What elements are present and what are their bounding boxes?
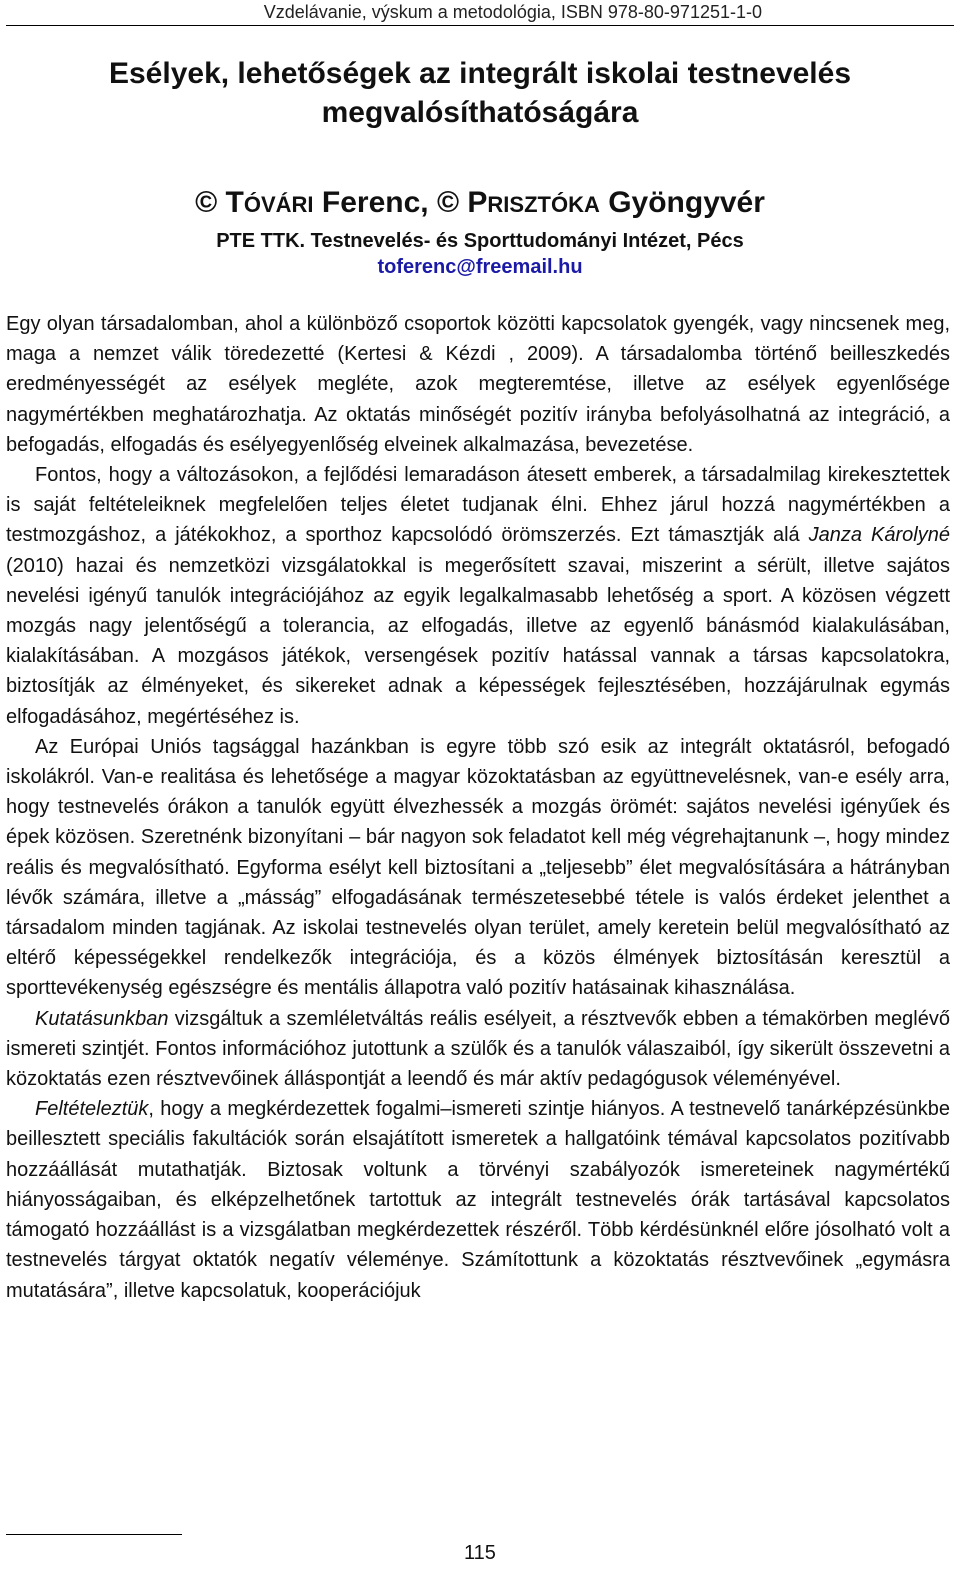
author-2-surname-initial: P xyxy=(467,186,488,219)
cited-author: Janza Károlyné xyxy=(808,524,950,547)
paragraph-4-lead: Kutatásunkban xyxy=(35,1007,169,1030)
author-2 xyxy=(467,186,765,219)
paragraph-5-lead: Feltételeztük xyxy=(35,1098,149,1121)
running-header: Vzdelávanie, výskum a metodológia, ISBN 978-80-971251-1-0 xyxy=(263,2,762,22)
paragraph-4-text: vizsgáltuk a szemléletváltás reális esélyeit, a résztvevők ebben a témakörben meglévő ismereti szintjét. Fontos információhoz jutottunk a szülők és a tanulók válaszaiból, így sikerült összevetni a közoktatás ezen résztvevőinek álláspontját a leendő és már aktív pedagógusok véleményével. xyxy=(6,1007,950,1091)
author-2-given: Gyöngyvér xyxy=(599,186,765,219)
page-number: 115 xyxy=(464,1542,496,1564)
author-1-surname-rest: ÓVÁRI xyxy=(243,192,314,217)
affiliation: PTE TTK. Testnevelés- és Sporttudományi Intézet, Pécs xyxy=(216,230,744,252)
author-list xyxy=(0,185,960,223)
author-1 xyxy=(226,186,437,219)
paragraph-5 xyxy=(6,1094,950,1305)
paragraph-1: Egy olyan társadalomban, ahol a különböző csoportok közötti kapcsolatok gyengék, vagy nincsenek meg, maga a nemzet válik töredezetté (Kertesi & Kézdi , 2009). A társadalomba történő beilleszkedés eredményességét az esélyek megléte, azok megteremtése, illetve az esélyek egyenlősége nagymértékben meghatározhatja. Az oktatás minőségét pozitív irányba befolyásolhatná az integráció, a befogadás, elfogadás és esélyegyenlőség elveinek alkalmazása, bevezetése. xyxy=(6,313,950,456)
email-link[interactable]: toferenc@freemail.hu xyxy=(377,256,583,278)
title-line-1: Esélyek, lehetőségek az integrált iskolai testnevelés xyxy=(108,57,852,90)
article-body xyxy=(6,309,950,1306)
paragraph-5-text: , hogy a megkérdezettek fogalmi–ismereti szintje hiányos. A testnevelő tanárképzésünkbe beillesztett speciális fakultációk során elsajátított ismeretek a hallgatóink témával kapcsolatos pozitívabb hozzáállását mutathatják. Biztosak voltunk a törvényi szabályozók ismereteinek nagymértékű hiányosságaiban, és elképzelhetőnek tartottuk az integrált testnevelés órák tartásával kapcsolatos támogató hozzáállást is a vizsgálatban megkérdezettek részéről. Több kérdésünknél előre jósolható volt a testnevelés tárgyat oktatók negatív véleménye. Számítottunk a közoktatás résztvevőinek „egymásra mutatására”, illetve kapcsolatuk, kooperációjuk xyxy=(6,1098,950,1302)
author-1-given: Ferenc, xyxy=(313,186,437,219)
paragraph-3: Az Európai Uniós tagsággal hazánkban is egyre több szó esik az integrált oktatásról, befogadó iskolákról. Van-e realitása és lehetősége a magyar közoktatásban az együttnevelésnek, van-e esély arra, hogy testnevelés órákon a tanulók együtt élvezhessék a mozgás örömét: sajátos nevelési igényűek és épek közösen. Szeretnénk bizonyítani – bár nagyon sok feladatot kell még végrehajtanunk –, hogy mindez reális és megvalósítható. Egyforma esélyt kell biztosítani a „teljesebb” élet megvalósítására a hátrányban lévők számára, illetve a „másság” elfogadásának természetesebbé tétele is valós érdeket jelenthet a társadalom minden tagjának. Az iskolai testnevelés olyan terület, amely keretein belül megvalósítható az eltérő képességekkel rendelkezők integrációja, és a közös élmények biztosításán keresztül a sporttevékenység egészségre és mentális állapotra való pozitív hatásainak kihasználása. xyxy=(6,735,950,1000)
copyright-icon: © xyxy=(195,186,218,219)
title-line-2: megvalósíthatóságára xyxy=(321,96,639,129)
paragraph-4 xyxy=(6,1004,950,1095)
paper-title xyxy=(0,54,960,132)
header-rule xyxy=(6,25,954,26)
footer-rule xyxy=(6,1534,182,1535)
paragraph-2-text-a: Fontos, hogy a változásokon, a fejlődési lemaradáson átesett emberek, a társadalmilag kirekesztettek is saját feltételeiknek megfelelően teljes életet tudjanak élni. Ehhez járul hozzá nagymértékben a testmozgáshoz, a játékokhoz, a sporthoz kapcsolódó örömszerzés. Ezt támasztják alá xyxy=(6,464,950,547)
author-2-surname-rest: RISZTÓKA xyxy=(487,192,600,217)
copyright-icon: © xyxy=(436,186,460,219)
paragraph-2 xyxy=(6,460,950,732)
paragraph-2-text-b: (2010) hazai és nemzetközi vizsgálatokkal is megerősített szavai, miszerint a sérült, illetve sajátos nevelési igényű tanulók integrációjához az egyik legalkalmasabb lehetőség a sport. A közösen végzett mozgás nagy jelentőségű a tolerancia, az elfogadás, illetve az egyenlő bánásmód kialakulásában, kialakításában. A mozgásos játékok, versengések pozitív hatással vannak a társas kapcsolatokra, biztosítják az élményeket, és sikereket adnak a képességek fejlesztésében, hozzájárulnak egymás elfogadásához, megértéséhez is. xyxy=(6,554,950,728)
author-1-surname-initial: T xyxy=(225,186,244,219)
